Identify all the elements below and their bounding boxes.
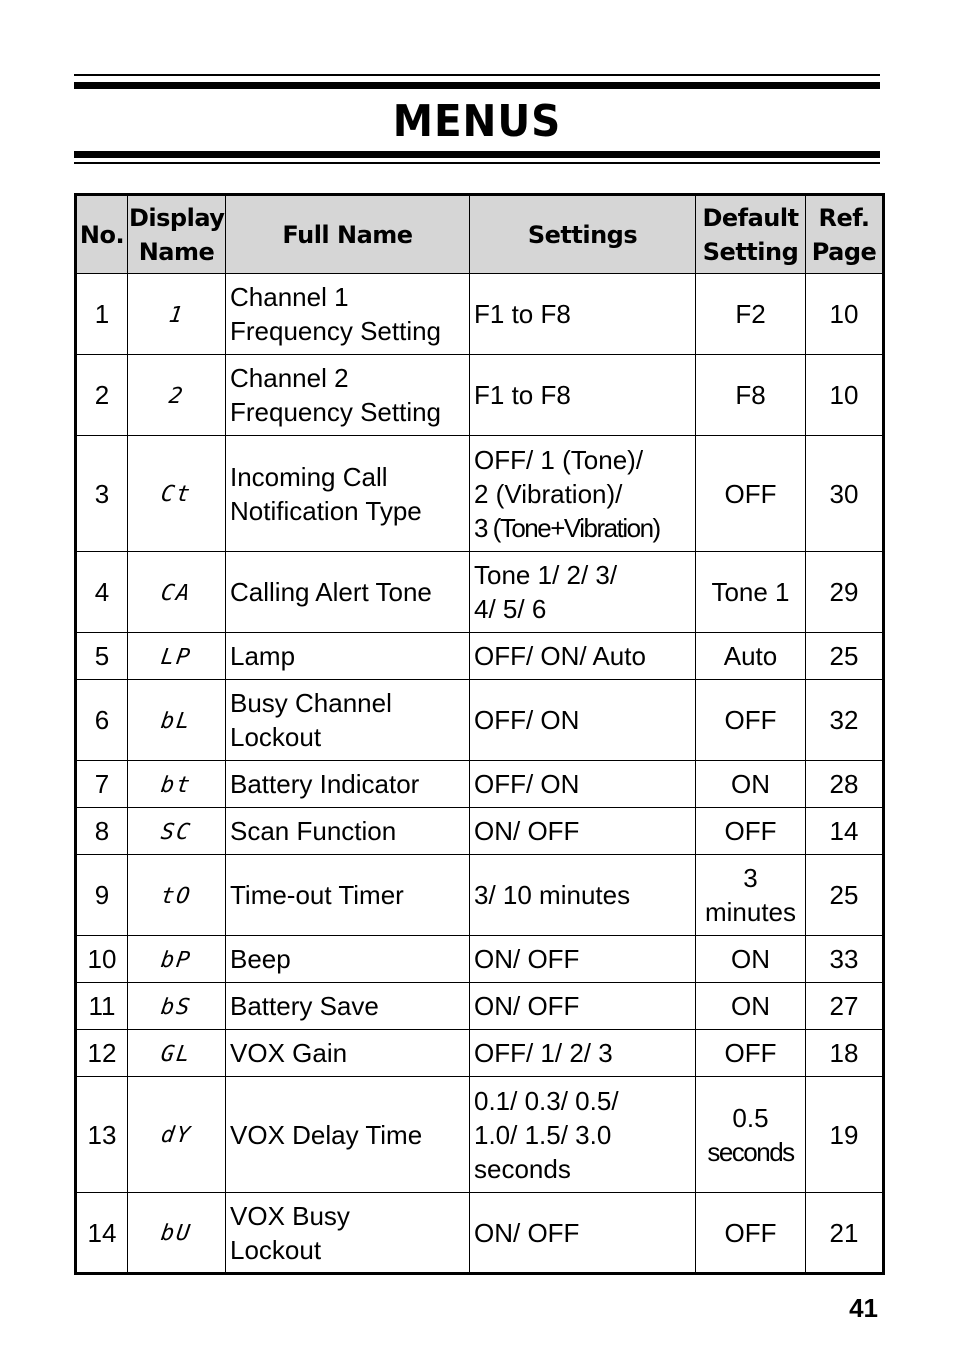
col-header-display-line1: Display xyxy=(129,203,225,232)
cell-default-setting xyxy=(696,552,806,633)
settings-line: OFF/ 1/ 2/ 3 xyxy=(474,1038,613,1068)
settings-line: OFF/ ON xyxy=(474,705,580,735)
settings-line: 3/ 10 minutes xyxy=(474,880,631,910)
table-row xyxy=(76,855,884,936)
table-row xyxy=(76,983,884,1030)
cell-settings xyxy=(470,1193,696,1274)
default-line: minutes xyxy=(704,897,797,927)
cell-display-name xyxy=(128,1193,226,1274)
cell-no: 14 xyxy=(76,1193,128,1274)
table-row xyxy=(76,680,884,761)
cell-ref-page: 10 xyxy=(806,355,884,436)
default-line: OFF xyxy=(724,816,777,846)
full_name-line: Calling Alert Tone xyxy=(230,577,432,607)
table-row xyxy=(76,633,884,680)
cell-default-setting xyxy=(696,936,806,983)
cell-full-name xyxy=(226,355,470,436)
cell-no: 3 xyxy=(76,436,128,552)
cell-default-setting xyxy=(696,983,806,1030)
cell-settings xyxy=(470,436,696,552)
cell-display-name xyxy=(128,355,226,436)
cell-default-setting xyxy=(696,761,806,808)
full_name-line: Channel 1 xyxy=(230,282,349,312)
cell-default-setting xyxy=(696,1193,806,1274)
cell-display-name xyxy=(128,1077,226,1193)
cell-ref-page: 33 xyxy=(806,936,884,983)
menus-table xyxy=(74,193,885,1275)
table-body xyxy=(76,274,884,1274)
cell-settings xyxy=(470,808,696,855)
cell-display-name xyxy=(128,436,226,552)
cell-ref-page: 19 xyxy=(806,1077,884,1193)
cell-settings xyxy=(470,680,696,761)
table-row xyxy=(76,936,884,983)
cell-no: 10 xyxy=(76,936,128,983)
cell-no: 9 xyxy=(76,855,128,936)
cell-full-name xyxy=(226,1077,470,1193)
cell-default-setting xyxy=(696,680,806,761)
cell-ref-page: 18 xyxy=(806,1030,884,1077)
cell-full-name xyxy=(226,855,470,936)
col-header-default-line2: Setting xyxy=(702,237,799,266)
full_name-line: VOX Delay Time xyxy=(230,1119,423,1150)
cell-full-name xyxy=(226,983,470,1030)
cell-ref-page: 21 xyxy=(806,1193,884,1274)
cell-no: 13 xyxy=(76,1077,128,1193)
col-header-display-name xyxy=(128,195,226,274)
lcd-display-glyph: bL xyxy=(159,708,194,734)
full_name-line: Battery Save xyxy=(230,991,379,1021)
settings-line: OFF/ ON/ Auto xyxy=(474,641,646,671)
cell-default-setting xyxy=(696,633,806,680)
settings-line: Tone 1/ 2/ 3/ xyxy=(474,560,618,590)
col-header-settings: Settings xyxy=(470,195,696,274)
settings-line: 2 (Vibration)/ xyxy=(474,478,623,509)
settings-line: ON/ OFF xyxy=(474,991,580,1021)
cell-no: 11 xyxy=(76,983,128,1030)
col-header-display-line2: Name xyxy=(138,237,215,266)
cell-no: 1 xyxy=(76,274,128,355)
cell-no: 6 xyxy=(76,680,128,761)
default-line: OFF xyxy=(724,1217,777,1248)
settings-line: F1 to F8 xyxy=(474,299,571,329)
full_name-line: Scan Function xyxy=(230,816,397,846)
cell-full-name xyxy=(226,680,470,761)
cell-ref-page: 25 xyxy=(806,855,884,936)
settings-line: OFF/ 1 (Tone)/ xyxy=(474,444,644,475)
top-rule-thick xyxy=(74,82,880,89)
cell-settings xyxy=(470,855,696,936)
lcd-display-glyph: CA xyxy=(159,580,194,606)
col-header-ref-line1: Ref. xyxy=(818,203,870,232)
cell-display-name xyxy=(128,936,226,983)
table-row xyxy=(76,761,884,808)
cell-settings xyxy=(470,1030,696,1077)
settings-line: ON/ OFF xyxy=(474,944,580,974)
cell-settings xyxy=(470,936,696,983)
cell-display-name xyxy=(128,274,226,355)
lcd-display-glyph: 2 xyxy=(167,383,186,409)
lcd-display-glyph: bS xyxy=(159,994,194,1020)
default-line: OFF xyxy=(724,705,777,735)
cell-ref-page: 32 xyxy=(806,680,884,761)
cell-settings xyxy=(470,274,696,355)
cell-settings xyxy=(470,633,696,680)
cell-display-name xyxy=(128,633,226,680)
cell-full-name xyxy=(226,1030,470,1077)
col-header-ref-page xyxy=(806,195,884,274)
full_name-line: Lockout xyxy=(230,722,322,752)
cell-display-name xyxy=(128,552,226,633)
settings-line: ON/ OFF xyxy=(474,1217,580,1248)
table-row xyxy=(76,552,884,633)
cell-no: 8 xyxy=(76,808,128,855)
cell-ref-page: 30 xyxy=(806,436,884,552)
cell-display-name xyxy=(128,761,226,808)
page-title: MENUS xyxy=(392,96,562,147)
default-line: F8 xyxy=(735,380,766,410)
lcd-display-glyph: LP xyxy=(159,644,194,670)
full_name-line: Time-out Timer xyxy=(230,880,404,910)
cell-full-name xyxy=(226,274,470,355)
table-row xyxy=(76,1030,884,1077)
table-row xyxy=(76,1077,884,1193)
default-line: 3 xyxy=(743,863,758,893)
cell-default-setting xyxy=(696,274,806,355)
cell-default-setting xyxy=(696,436,806,552)
lcd-display-glyph: 1 xyxy=(167,302,186,328)
default-line: seconds xyxy=(707,1136,794,1167)
lcd-display-glyph: GL xyxy=(159,1041,194,1067)
cell-display-name xyxy=(128,1030,226,1077)
lcd-display-glyph: tO xyxy=(159,883,194,909)
cell-full-name xyxy=(226,436,470,552)
table-row xyxy=(76,1193,884,1274)
cell-ref-page: 10 xyxy=(806,274,884,355)
cell-no: 5 xyxy=(76,633,128,680)
lcd-display-glyph: bt xyxy=(159,772,194,798)
default-line: F2 xyxy=(735,299,766,329)
cell-no: 2 xyxy=(76,355,128,436)
full_name-line: Channel 2 xyxy=(230,363,349,393)
settings-line: 3 (Tone+Vibration) xyxy=(474,512,660,543)
default-line: Tone 1 xyxy=(711,577,790,607)
full_name-line: Beep xyxy=(230,944,291,974)
cell-default-setting xyxy=(696,808,806,855)
col-header-default-line1: Default xyxy=(702,203,799,232)
default-line: Auto xyxy=(723,641,778,671)
full_name-line: VOX Busy xyxy=(230,1200,350,1231)
cell-ref-page: 14 xyxy=(806,808,884,855)
cell-full-name xyxy=(226,552,470,633)
col-header-default-setting xyxy=(696,195,806,274)
cell-default-setting xyxy=(696,355,806,436)
table-header-row xyxy=(76,195,884,274)
full_name-line: Lamp xyxy=(230,641,296,671)
lcd-display-glyph: bP xyxy=(159,947,194,973)
default-line: 0.5 xyxy=(732,1102,769,1133)
cell-display-name xyxy=(128,855,226,936)
cell-display-name xyxy=(128,808,226,855)
settings-line: F1 to F8 xyxy=(474,380,571,410)
full_name-line: Busy Channel xyxy=(230,688,392,718)
lcd-display-glyph: SC xyxy=(159,819,194,845)
table-row xyxy=(76,436,884,552)
col-header-no: No. xyxy=(76,195,128,274)
full_name-line: Battery Indicator xyxy=(230,769,420,799)
settings-line: seconds xyxy=(474,1153,571,1184)
cell-settings xyxy=(470,1077,696,1193)
table-row xyxy=(76,355,884,436)
cell-ref-page: 28 xyxy=(806,761,884,808)
cell-full-name xyxy=(226,633,470,680)
settings-line: OFF/ ON xyxy=(474,769,580,799)
cell-settings xyxy=(470,355,696,436)
bottom-rule-thick xyxy=(74,151,880,158)
default-line: ON xyxy=(731,991,770,1021)
cell-ref-page: 25 xyxy=(806,633,884,680)
full_name-line: Notification Type xyxy=(230,495,422,526)
lcd-display-glyph: Ct xyxy=(159,482,194,507)
table-row xyxy=(76,274,884,355)
top-rule-thin xyxy=(74,74,880,76)
cell-settings xyxy=(470,761,696,808)
cell-no: 7 xyxy=(76,761,128,808)
settings-line: 4/ 5/ 6 xyxy=(474,594,547,624)
cell-default-setting xyxy=(696,1077,806,1193)
cell-full-name xyxy=(226,761,470,808)
cell-no: 4 xyxy=(76,552,128,633)
full_name-line: Frequency Setting xyxy=(230,397,442,427)
bottom-rule-thin xyxy=(74,162,880,164)
default-line: ON xyxy=(731,944,770,974)
default-line: OFF xyxy=(724,478,777,509)
settings-line: ON/ OFF xyxy=(474,816,580,846)
cell-ref-page: 27 xyxy=(806,983,884,1030)
cell-default-setting xyxy=(696,855,806,936)
table-row xyxy=(76,808,884,855)
cell-no: 12 xyxy=(76,1030,128,1077)
lcd-display-glyph: bU xyxy=(159,1221,194,1246)
full_name-line: Frequency Setting xyxy=(230,316,442,346)
cell-settings xyxy=(470,983,696,1030)
cell-full-name xyxy=(226,808,470,855)
col-header-full-name: Full Name xyxy=(226,195,470,274)
full_name-line: VOX Gain xyxy=(230,1038,348,1068)
settings-line: 0.1/ 0.3/ 0.5/ xyxy=(474,1085,619,1116)
default-line: OFF xyxy=(724,1038,777,1068)
default-line: ON xyxy=(731,769,770,799)
cell-display-name xyxy=(128,680,226,761)
page-number: 41 xyxy=(849,1293,878,1323)
cell-ref-page: 29 xyxy=(806,552,884,633)
cell-full-name xyxy=(226,1193,470,1274)
cell-default-setting xyxy=(696,1030,806,1077)
cell-full-name xyxy=(226,936,470,983)
col-header-ref-line2: Page xyxy=(811,237,877,266)
cell-display-name xyxy=(128,983,226,1030)
settings-line: 1.0/ 1.5/ 3.0 xyxy=(474,1119,612,1150)
full_name-line: Incoming Call xyxy=(230,461,388,492)
full_name-line: Lockout xyxy=(230,1234,322,1265)
cell-settings xyxy=(470,552,696,633)
lcd-display-glyph: dY xyxy=(159,1123,194,1148)
